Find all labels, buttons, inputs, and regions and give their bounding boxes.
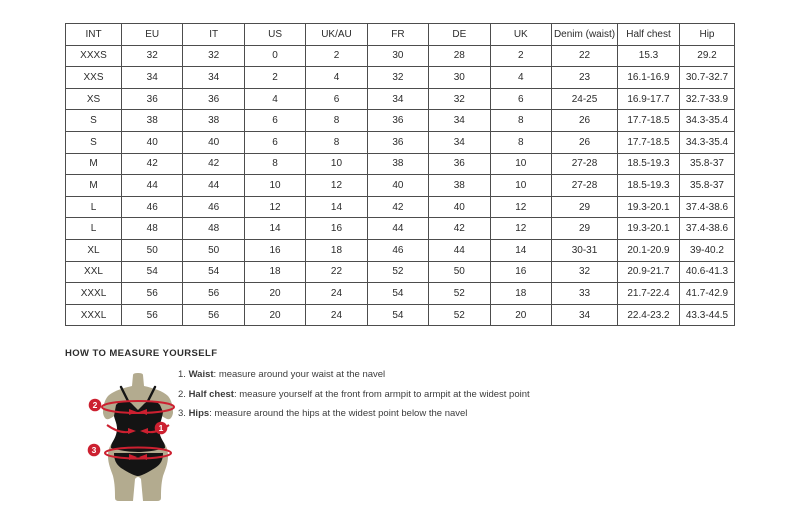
table-cell: 46: [122, 196, 183, 218]
table-cell: 39-40.2: [680, 239, 735, 261]
table-cell: 54: [183, 261, 244, 283]
table-cell: 24: [306, 283, 367, 305]
column-header: UK/AU: [306, 24, 367, 46]
column-header: EU: [122, 24, 183, 46]
table-cell: 8: [306, 110, 367, 132]
table-cell: 48: [122, 218, 183, 240]
table-cell: 10: [490, 175, 551, 197]
table-cell: 52: [429, 283, 490, 305]
table-cell: 32.7-33.9: [680, 88, 735, 110]
table-row: [66, 196, 735, 218]
table-row: [66, 304, 735, 326]
table-cell: 20: [244, 304, 305, 326]
instruction-number: 1.: [178, 369, 189, 380]
table-row: [66, 283, 735, 305]
table-cell: 42: [429, 218, 490, 240]
table-cell: 10: [490, 153, 551, 175]
table-cell: 40.6-41.3: [680, 261, 735, 283]
table-cell: 16: [306, 218, 367, 240]
table-cell: 6: [244, 110, 305, 132]
table-cell: 8: [490, 131, 551, 153]
table-cell: 8: [490, 110, 551, 132]
table-cell: 17.7-18.5: [618, 131, 680, 153]
measure-instructions-list: [178, 369, 530, 428]
table-cell: 16: [490, 261, 551, 283]
table-cell: 18: [490, 283, 551, 305]
table-cell: 34: [367, 88, 428, 110]
table-cell: 40: [122, 131, 183, 153]
table-cell: 41.7-42.9: [680, 283, 735, 305]
table-cell: 30: [429, 67, 490, 89]
table-cell: 34: [122, 67, 183, 89]
instruction-text: : measure yourself at the front from armpit to armpit at the widest point: [233, 388, 530, 400]
table-cell: 37.4-38.6: [680, 218, 735, 240]
table-cell: 27-28: [552, 175, 618, 197]
table-cell: 56: [122, 283, 183, 305]
table-cell: L: [66, 196, 122, 218]
table-cell: 6: [490, 88, 551, 110]
table-cell: 37.4-38.6: [680, 196, 735, 218]
table-cell: 18.5-19.3: [618, 153, 680, 175]
table-cell: 38: [429, 175, 490, 197]
table-cell: 48: [183, 218, 244, 240]
table-cell: 2: [490, 45, 551, 67]
table-cell: 8: [306, 131, 367, 153]
table-cell: 2: [244, 67, 305, 89]
column-header: Denim (waist): [552, 24, 618, 46]
table-cell: 16: [244, 239, 305, 261]
table-cell: 50: [183, 239, 244, 261]
table-row: [66, 175, 735, 197]
table-row: [66, 261, 735, 283]
table-cell: 38: [183, 110, 244, 132]
instruction-term: Waist: [188, 369, 214, 380]
waist-badge: [155, 422, 168, 435]
table-row: [66, 110, 735, 132]
table-cell: 6: [306, 88, 367, 110]
table-cell: 34: [552, 304, 618, 326]
table-cell: M: [66, 175, 122, 197]
table-cell: S: [66, 131, 122, 153]
table-cell: 46: [367, 239, 428, 261]
size-chart-body: [66, 45, 735, 326]
measure-instruction: [178, 389, 530, 400]
table-cell: 20: [244, 283, 305, 305]
table-cell: 36: [429, 153, 490, 175]
table-cell: 56: [122, 304, 183, 326]
table-row: [66, 153, 735, 175]
table-cell: 12: [490, 218, 551, 240]
table-cell: 4: [244, 88, 305, 110]
table-cell: 20.1-20.9: [618, 239, 680, 261]
table-cell: 44: [122, 175, 183, 197]
table-cell: 34: [429, 110, 490, 132]
instruction-text: : measure around your waist at the navel: [213, 369, 386, 380]
instruction-number: 3.: [178, 408, 189, 419]
instruction-number: 2.: [178, 388, 189, 400]
waist-badge-number: 1: [158, 423, 164, 434]
table-cell: 22: [306, 261, 367, 283]
table-cell: 10: [306, 153, 367, 175]
table-cell: 34.3-35.4: [680, 110, 735, 132]
table-cell: 4: [306, 67, 367, 89]
table-cell: 56: [183, 283, 244, 305]
instruction-text: : measure around the hips at the widest point below the navel: [209, 408, 468, 419]
instruction-term: Hips: [188, 408, 210, 419]
table-cell: 40: [183, 131, 244, 153]
table-cell: 32: [429, 88, 490, 110]
table-cell: 2: [306, 45, 367, 67]
table-cell: 34.3-35.4: [680, 131, 735, 153]
table-cell: 54: [122, 261, 183, 283]
table-cell: 12: [306, 175, 367, 197]
table-cell: XXXL: [66, 283, 122, 305]
measure-instruction: [178, 369, 530, 380]
table-cell: 36: [183, 88, 244, 110]
table-cell: 29.2: [680, 45, 735, 67]
table-cell: 36: [367, 110, 428, 132]
table-row: [66, 67, 735, 89]
hips-badge-number: 3: [91, 445, 97, 456]
column-header: FR: [367, 24, 428, 46]
table-row: [66, 218, 735, 240]
table-cell: 4: [490, 67, 551, 89]
table-cell: 32: [552, 261, 618, 283]
table-cell: XXXS: [66, 45, 122, 67]
table-cell: 30-31: [552, 239, 618, 261]
table-cell: 19.3-20.1: [618, 218, 680, 240]
column-header: Hip: [680, 24, 735, 46]
table-row: [66, 131, 735, 153]
table-cell: 12: [244, 196, 305, 218]
table-cell: 40: [429, 196, 490, 218]
table-cell: 18: [244, 261, 305, 283]
table-cell: 43.3-44.5: [680, 304, 735, 326]
chest-badge-number: 2: [92, 400, 98, 411]
table-cell: 29: [552, 196, 618, 218]
table-cell: 17.7-18.5: [618, 110, 680, 132]
table-cell: 36: [122, 88, 183, 110]
table-row: [66, 88, 735, 110]
table-cell: 50: [429, 261, 490, 283]
table-cell: 24: [306, 304, 367, 326]
instruction-term: Half chest: [188, 388, 234, 400]
table-cell: 40: [367, 175, 428, 197]
table-cell: 32: [122, 45, 183, 67]
table-cell: L: [66, 218, 122, 240]
table-cell: 42: [183, 153, 244, 175]
table-cell: 42: [367, 196, 428, 218]
chest-badge: [89, 399, 102, 412]
table-cell: 8: [244, 153, 305, 175]
table-cell: 42: [122, 153, 183, 175]
table-cell: 24-25: [552, 88, 618, 110]
table-cell: 46: [183, 196, 244, 218]
table-cell: 18: [306, 239, 367, 261]
table-cell: 56: [183, 304, 244, 326]
table-cell: XXS: [66, 67, 122, 89]
table-cell: 21.7-22.4: [618, 283, 680, 305]
table-cell: 54: [367, 304, 428, 326]
table-cell: 44: [367, 218, 428, 240]
table-cell: 14: [244, 218, 305, 240]
table-cell: XXXL: [66, 304, 122, 326]
size-chart-header-row: [66, 24, 735, 46]
table-cell: XL: [66, 239, 122, 261]
measure-section-heading: HOW TO MEASURE YOURSELF: [65, 348, 218, 359]
table-cell: 15.3: [618, 45, 680, 67]
table-cell: M: [66, 153, 122, 175]
table-cell: 10: [244, 175, 305, 197]
table-cell: 36: [367, 131, 428, 153]
table-cell: 22.4-23.2: [618, 304, 680, 326]
table-cell: 12: [490, 196, 551, 218]
column-header: DE: [429, 24, 490, 46]
table-cell: 20: [490, 304, 551, 326]
table-cell: XS: [66, 88, 122, 110]
table-cell: S: [66, 110, 122, 132]
table-cell: 14: [490, 239, 551, 261]
table-cell: 44: [429, 239, 490, 261]
column-header: UK: [490, 24, 551, 46]
table-cell: 38: [122, 110, 183, 132]
table-cell: 23: [552, 67, 618, 89]
column-header: Half chest: [618, 24, 680, 46]
table-cell: 16.1-16.9: [618, 67, 680, 89]
table-cell: 32: [183, 45, 244, 67]
measurement-figure: [85, 372, 195, 504]
table-row: [66, 45, 735, 67]
table-cell: 22: [552, 45, 618, 67]
table-cell: 16.9-17.7: [618, 88, 680, 110]
table-cell: 32: [367, 67, 428, 89]
table-cell: XXL: [66, 261, 122, 283]
table-cell: 18.5-19.3: [618, 175, 680, 197]
table-cell: 38: [367, 153, 428, 175]
table-cell: 34: [429, 131, 490, 153]
table-cell: 34: [183, 67, 244, 89]
table-cell: 35.8-37: [680, 175, 735, 197]
column-header: INT: [66, 24, 122, 46]
column-header: US: [244, 24, 305, 46]
table-cell: 44: [183, 175, 244, 197]
table-cell: 26: [552, 110, 618, 132]
measure-instruction: [178, 408, 530, 419]
table-cell: 35.8-37: [680, 153, 735, 175]
table-cell: 19.3-20.1: [618, 196, 680, 218]
table-cell: 20.9-21.7: [618, 261, 680, 283]
table-cell: 14: [306, 196, 367, 218]
mannequin-illustration: [85, 372, 195, 504]
table-cell: 29: [552, 218, 618, 240]
column-header: IT: [183, 24, 244, 46]
table-cell: 26: [552, 131, 618, 153]
table-cell: 50: [122, 239, 183, 261]
table-cell: 30.7-32.7: [680, 67, 735, 89]
table-cell: 27-28: [552, 153, 618, 175]
table-cell: 54: [367, 283, 428, 305]
size-chart-table: [65, 23, 735, 326]
table-row: [66, 239, 735, 261]
table-cell: 28: [429, 45, 490, 67]
table-cell: 52: [429, 304, 490, 326]
table-cell: 52: [367, 261, 428, 283]
hips-badge: [88, 444, 101, 457]
table-cell: 30: [367, 45, 428, 67]
table-cell: 33: [552, 283, 618, 305]
table-cell: 0: [244, 45, 305, 67]
table-cell: 6: [244, 131, 305, 153]
